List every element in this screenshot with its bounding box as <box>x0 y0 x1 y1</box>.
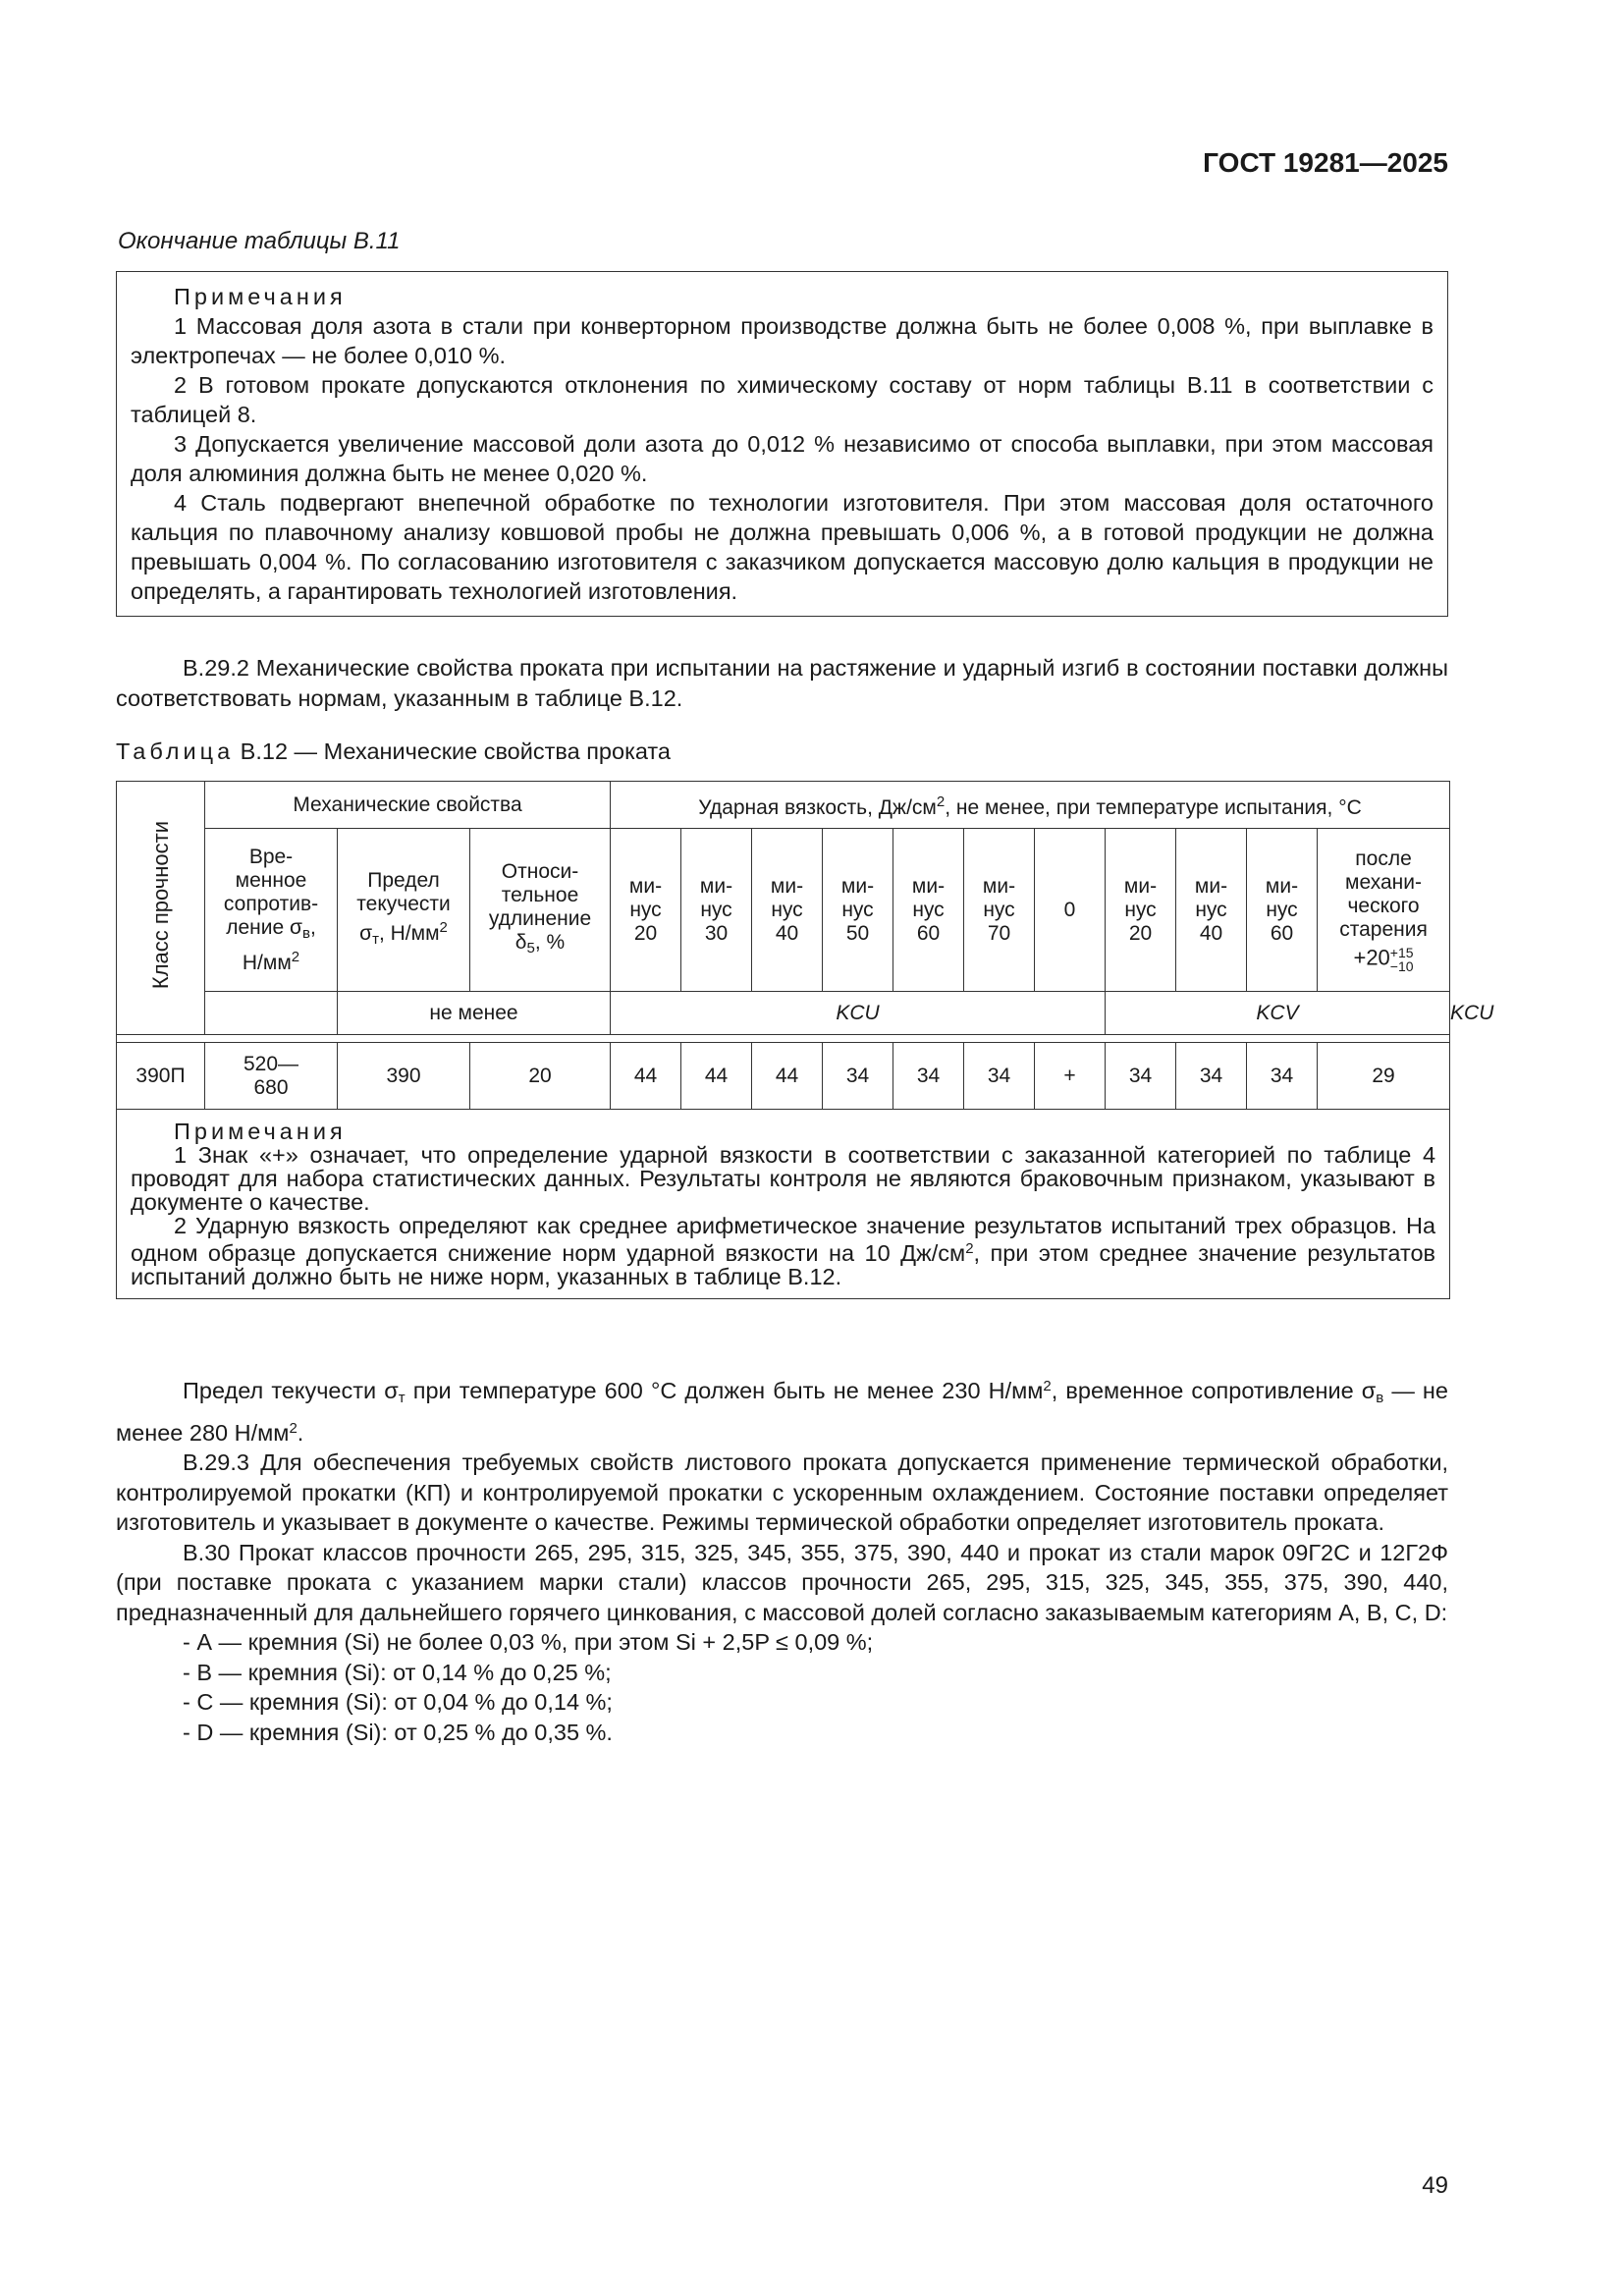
header-temp: 0 <box>1035 829 1106 992</box>
header-mech-group: Механические свойства <box>205 782 611 829</box>
paragraph-b29-3: В.29.3 Для обеспечения требуемых свойств листового проката допускается применение термической обработки, контролируемой прокатки (КП) и контролируемой прокатки с ускоренным охлаждением. Состояние поставки определяет изготовитель и указывает в документе о качестве. Режимы термической обработки определяет изготовитель проката. <box>116 1449 1448 1535</box>
list-item: - В — кремния (Si): от 0,14 % до 0,25 %; <box>183 1659 612 1685</box>
notes-b11 <box>116 271 1448 617</box>
document-code: ГОСТ 19281—2025 <box>1203 147 1448 178</box>
header-kcv: KCV <box>1106 992 1450 1035</box>
note-item: 4 Сталь подвергают внепечной обработке по технологии изготовителя. При этом массовая доля остаточного кальция по плавочному анализу ковшовой пробы не должна превышать 0,006 %, а в готовой продукции не должна превышать 0,004 %. По согласованию изготовителя с заказчиком допускается массовую долю кальция в продукции не определять, а гарантировать технологией изготовления. <box>131 490 1434 604</box>
note-item: 2 В готовом прокате допускаются отклонения по химическому составу от норм таблицы В.11 в соответствии с таблицей 8. <box>131 372 1434 427</box>
mechanical-properties-table: Класс прочности Механические свойства Ударная вязкость, $Дж/см^2$, не менее, при температуре испытания, °С Вре- менное сопротив- ление $\sigma_в$, $Н/мм^2$ Предел текучести $\sigma_т$, $Н/мм^2$ Относи- тельное удлинение $\delta_5$, % ми- нус 20 ми- нус 30 ми- нус 40 ми- нус 50 ми- нус 60 ми- нус 70 0 ми- нус 20 ми- нус 40 ми- нус 60 после механи- ческого старения +20 +15 −10 не менее KCU KCV KCU 390П 520— 680 390 20 44 44 44 34 34 34 + 34 34 34 29 Примечания 1 Знак «+» означает, что определение ударной вязкости в соответствии с заказанной категорией по таблице 4 проводят для набора статистических данных. Результаты контроля не являются браковочным признаком, указывают в документе о качестве. 2 Ударную вязкость определяют как среднее арифметическое значение результатов испытаний трех образцов. На одном образце допускается снижение норм ударной вязкости на 10 $Дж/см^2$, при этом среднее значение результатов испытаний должно быть не ниже норм, указанных в таблице В.12. <box>116 781 1450 1299</box>
note-item: 3 Допускается увеличение массовой доли азота до 0,012 % независимо от способа выплавки, при этом массовая доля алюминия должна быть не менее 0,020 %. <box>131 431 1434 486</box>
header-temp: ми- нус 40 <box>1176 829 1247 992</box>
paragraph-yield: Предел текучести $\sigma_т$ при температуре 600 °С должен быть не менее 230 $Н/мм^2$, временное сопротивление $\sigma_в$ — не менее 280 $Н/мм^2$. В.29.3 Для обеспечения требуемых свойств листового проката допускается применение термической обработки, контролируемой прокатки (КП) и контролируемой прокатки с ускоренным охлаждением. Состояние поставки определяет изготовитель и указывает в документе о качестве. Режимы термической обработки определяет изготовитель проката. В.30 Прокат классов прочности 265, 295, 315, 325, 345, 355, 375, 390, 440 и прокат из стали марок 09Г2С и 12Г2Ф (при поставке проката с указанием марки стали) классов прочности 265, 295, 315, 325, 345, 355, 375, 390, 440, предназначенный для дальнейшего горячего цинкования, с массовой долей согласно заказываемым категориям А, В, С, D: - А — кремния (Si) не более 0,03 %, при этом Si + 2,5P ≤ 0,09 %; - В — кремния (Si): от 0,14 % до 0,25 %; - С — кремния (Si): от 0,04 % до 0,14 %; - D — кремния (Si): от 0,25 % до 0,35 %. <box>116 1372 1448 1747</box>
header-temp: ми- нус 30 <box>681 829 752 992</box>
header-class: Класс прочности <box>117 782 205 1035</box>
header-yield: Предел текучести $\sigma_т$, $Н/мм^2$ <box>338 829 470 992</box>
page-number: 49 <box>1422 2172 1448 2199</box>
paragraph-b30: В.30 Прокат классов прочности 265, 295, 315, 325, 345, 355, 375, 390, 440 и прокат из стали марок 09Г2С и 12Г2Ф (при поставке проката с указанием марки стали) классов прочности 265, 295, 315, 325, 345, 355, 375, 390, 440, предназначенный для дальнейшего горячего цинкования, с массовой долей согласно заказываемым категориям А, В, С, D: <box>116 1539 1448 1625</box>
note-item: 2 Ударную вязкость определяют как среднее арифметическое значение результатов испытаний трех образцов. На одном образце допускается снижение норм ударной вязкости на 10 $Дж/см^2$, при этом среднее значение результатов испытаний должно быть не ниже норм, указанных в таблице В.12. <box>131 1213 1436 1289</box>
header-impact-group: Ударная вязкость, $Дж/см^2$, не менее, при температуре испытания, °С <box>611 782 1450 829</box>
notes-b12: Примечания 1 Знак «+» означает, что определение ударной вязкости в соответствии с заказанной категорией по таблице 4 проводят для набора статистических данных. Результаты контроля не являются браковочным признаком, указывают в документе о качестве. 2 Ударную вязкость определяют как среднее арифметическое значение результатов испытаний трех образцов. На одном образце допускается снижение норм ударной вязкости на 10 $Дж/см^2$, при этом среднее значение результатов испытаний должно быть не ниже норм, указанных в таблице В.12. <box>117 1110 1450 1299</box>
header-kcu: KCU <box>611 992 1106 1035</box>
note-item: 1 Знак «+» означает, что определение ударной вязкости в соответствии с заказанной категорией по таблице 4 проводят для набора статистических данных. Результаты контроля не являются браковочным признаком, указывают в документе о качестве. <box>131 1142 1436 1215</box>
header-elongation: Относи- тельное удлинение $\delta_5$, % <box>470 829 611 992</box>
note-item: 1 Массовая доля азота в стали при конверторном производстве должна быть не более 0,008 %, при выплавке в электропечах — не более 0,010 %. <box>131 313 1434 368</box>
header-temp: ми- нус 40 <box>752 829 823 992</box>
header-temp: ми- нус 60 <box>1247 829 1318 992</box>
list-item: - А — кремния (Si) не более 0,03 %, при этом Si + 2,5P ≤ 0,09 %; <box>183 1629 874 1655</box>
silicon-category-list <box>116 1627 1448 1747</box>
header-temp: ми- нус 60 <box>893 829 964 992</box>
header-temp: ми- нус 20 <box>611 829 681 992</box>
header-tensile: Вре- менное сопротив- ление $\sigma_в$, $Н/мм^2$ <box>205 829 338 992</box>
table-row: 390П 520— 680 390 20 44 44 44 34 34 34 + 34 34 34 29 <box>117 1043 1450 1110</box>
list-item: - D — кремния (Si): от 0,25 % до 0,35 %. <box>183 1719 613 1745</box>
notes-title: Примечания <box>174 284 347 309</box>
table-end-caption: Окончание таблицы В.11 <box>118 228 401 254</box>
header-not-less: не менее <box>338 992 611 1035</box>
header-temp: ми- нус 50 <box>823 829 893 992</box>
header-temp: ми- нус 20 <box>1106 829 1176 992</box>
header-aging: после механи- ческого старения +20 +15 −10 <box>1318 829 1450 992</box>
table-title: Таблица В.12 — Механические свойства проката <box>116 738 671 764</box>
list-item: - С — кремния (Si): от 0,04 % до 0,14 %; <box>183 1689 613 1715</box>
paragraph-b29-2: В.29.2 Механические свойства проката при испытании на растяжение и ударный изгиб в состоянии поставки должны соответствовать нормам, указанным в таблице В.12. <box>116 655 1448 711</box>
header-temp: ми- нус 70 <box>964 829 1035 992</box>
